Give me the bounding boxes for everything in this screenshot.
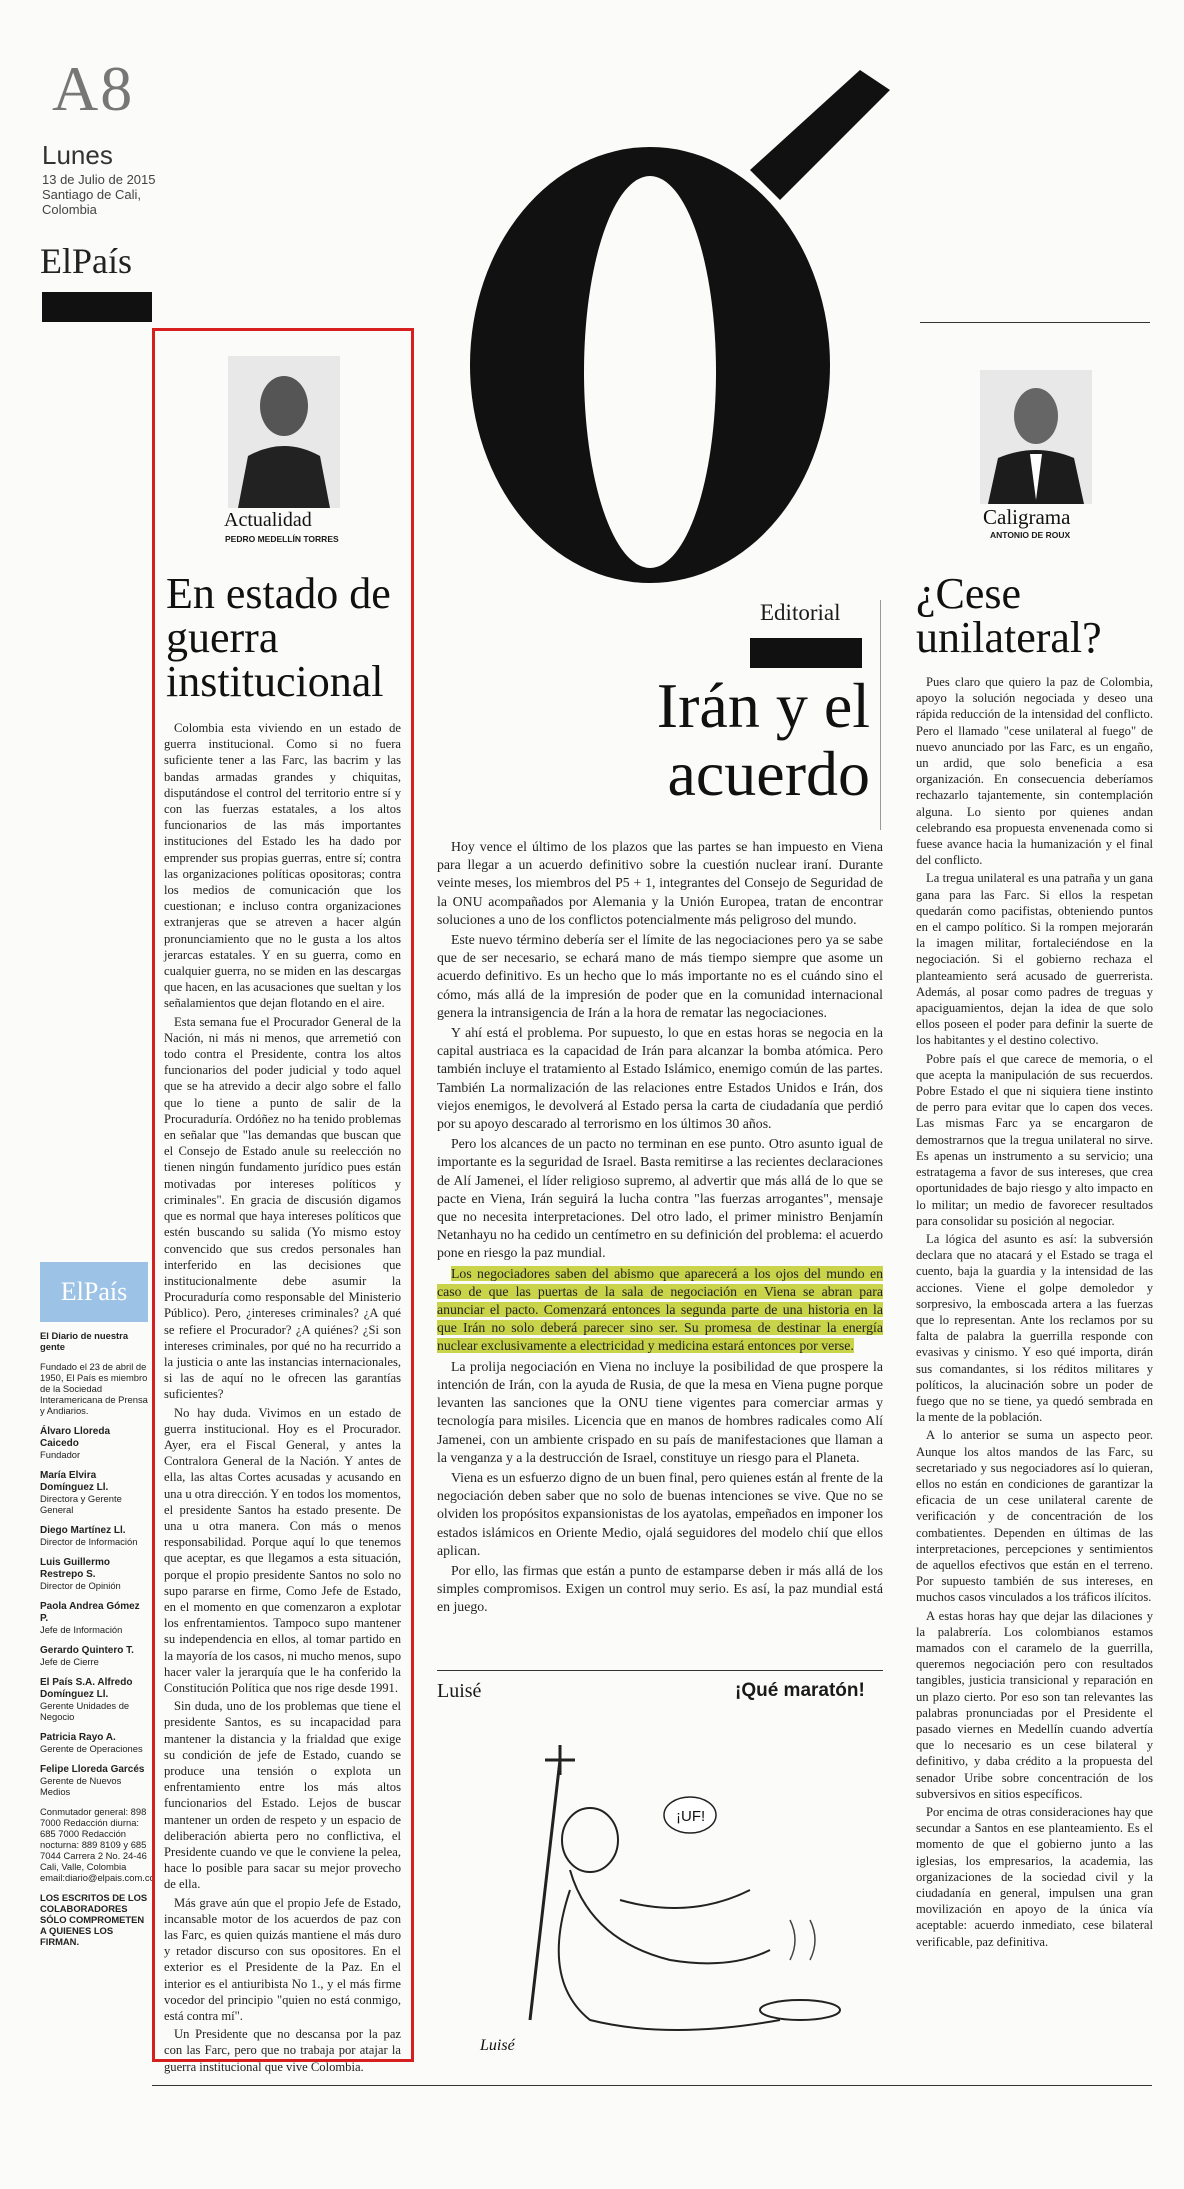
staff-entry <box>40 1731 148 1754</box>
highlighted-paragraph <box>437 1265 883 1356</box>
author-photo-left <box>228 356 340 508</box>
paragraph: Esta semana fue el Procurador General de la Nación, ni más ni menos, que arremetió con todo contra el Presidente, contra los altos funcionarios del poder judicial y todo aquel que se ha atrevido a decir algo sobre el fallo que lo tiene a punto de salir de la Procuraduría. Ordóñez no ha tenido problemas en señalar que "las demandas que buscan que el Consejo de Estado anule su reelección no tienen ningún fundamento jurídico pues están motivadas por intereses políticos y criminales". En gracia de discusión digamos que es normal que haya intereses políticos que estén buscando su salida (Yo mismo estoy convencido que sus credos personales han interferido en las decisiones que institucionalmente debe asumir la Procuraduría como responsable del Ministerio Público). Pero, ¿intereses criminales? ¿A qué se refiere el Procurador? ¿A quiénes? ¿Si son intereses criminales, por qué no ha recurrido a la justicia o ante las instancias internacionales, si las de aquí no le ofrecen las garantías suficientes? <box>164 1014 401 1402</box>
staff-role: Jefe de Cierre <box>40 1656 99 1667</box>
author-left: PEDRO MEDELLÍN TORRES <box>225 534 339 544</box>
author-right: ANTONIO DE ROUX <box>990 530 1071 540</box>
staff-role: Director de Información <box>40 1536 138 1547</box>
staff-name: Paola Andrea Gómez P. <box>40 1601 140 1624</box>
staff-role: Director de Opinión <box>40 1580 121 1591</box>
date-line: 13 de Julio de 2015 Santiago de Cali, Colombia <box>42 172 156 217</box>
staff-name: Felipe Lloreda Garcés <box>40 1764 145 1775</box>
paragraph: Hoy vence el último de los plazos que las partes se han impuesto en Viena para llegar a un acuerdo definitivo sobre la cuestión nuclear iraní. Durante veinte meses, los miembros del P5 + 1, integrantes del Consejo de Seguridad de la ONU acompañados por Alemania y la Unión Europea, tratan de encontrar soluciones a uno de los conflictos potencialmente más peligroso del mundo. <box>437 839 883 927</box>
paragraph: Pues claro que quiero la paz de Colombia, apoyo la solución negociada y deseo una rápida reducción de la intensidad del conflicto. Pero el llamado "cese unilateral al fuego" de nuevo anunciado por las Farc, es un engaño, un ardid, que solo beneficia a esa organización. En consecuencia deberíamos rechazarlo tajantemente, sin contemplación alguna. Lo siento por quienes andan celebrando esa propuesta envenenada como si fuese avance hacia la humanización y el final del conflicto. <box>916 675 1153 868</box>
paragraph: Un Presidente que no descansa por la paz con las Farc, pero que no trabaja por atajar la guerra institucional que vive Colombia. <box>164 2027 401 2074</box>
staff-entry <box>40 1676 148 1722</box>
sidebar <box>40 1262 155 1956</box>
section-label-left: Actualidad <box>224 509 312 531</box>
paragraph: Pobre país el que carece de memoria, o el que acepta la manipulación de sus recuerdos. Pobre Estado el que ni siquiera tiene instinto de perro para evitar que lo capen dos veces. Las mismas Farc ya se encargaron de demostrarnos que la tregua unilateral no sirve. Es apenas un instrumento a su servicio; una estratagema a favor de sus intereses, que crea oportunidades de bajo riesgo y alto impacto en lo militar; un medio de favorecer resultados para consolidar su posición al negociar. <box>916 1051 1153 1228</box>
paragraph: Sin duda, uno de los problemas que tiene el presidente Santos, es su incapacidad para mantener la distancia y la frialdad que exige su condición de jefe de Estado, cuando se produce una tensión o explota un enfrentamiento entre los más altos funcionarios del Estado. Lejos de buscar mantener un orden de respeto y un espacio de deliberación abierta pero no conflictiva, el Presidente cuando ve que le conviene la pelea, hace lo posible para sacar su mejor provecho de ella. <box>164 1699 401 1892</box>
paragraph: Este nuevo término debería ser el límite de las negociaciones pero ya se sabe que de ser necesario, se echará mano de más tiempo siempre que asome un acuerdo definitivo. Es un hecho que lo más importante no es el cuándo sino el cómo, más allá de la impresión de poder que en la comunidad internacional genera la intransigencia de Irán a la hora de rematar las negociaciones. <box>437 932 883 1020</box>
staff-name: Patricia Rayo A. <box>40 1732 116 1743</box>
paragraph: La tregua unilateral es una patraña y un gana gana para las Farc. Si ellos la respetan quedarán como pacifistas, obteniendo puntos en el campo político. Si la rompen mejorarán la imagen militar, fortaleciéndose en la negociación. Si el gobierno rechaza el planteamiento será acusado de guerrerista. Además, al posar como padres de treguas y apaciguamientos, dejan la idea de que solo ellos poseen el poder para definir la suerte de los habitantes y el destino colectivo. <box>916 871 1153 1048</box>
paragraph: La lógica del asunto es así: la subversión declara que no atacará y el Estado se traga el cuento, baja la guardia y la intensidad de las acciones. Viene el golpe demoledor y sorpresivo, la emboscada artera a las fuerzas que lo representan. Ante los reclamos por su falta de palabra la guerrilla responde con evasivas y cinismo. Y eso qué importa, dirán sus comandantes, si los réditos militares y políticos, la alucinación sobre un poder de fuego que no se tiene, ya quedó sembrada en la mente de la población. <box>916 1231 1153 1425</box>
staff-entry <box>40 1600 148 1635</box>
staff-role: Directora y Gerente General <box>40 1493 122 1515</box>
staff-name: Álvaro Lloreda Caicedo <box>40 1426 111 1449</box>
column-body-left <box>164 720 401 2077</box>
sidebar-tagline: El Diario de nuestra gente <box>40 1330 129 1352</box>
paragraph: A lo anterior se suma un aspecto peor. Aunque los altos mandos de las Farc, su secretariado y sus negociadores así lo quieran, ellos no están en condiciones de garantizar la eficacia de un cese unilateral carente de verificación y de concentración de los combatientes. Dependen en últimas de las interpretaciones, percepciones y sentimientos de aquellos efectivos que están en el terreno. Por supuesto también de sus intereses, en muchos casos vinculados a los tráficos ilícitos. <box>916 1428 1153 1605</box>
editorial-bar <box>750 638 862 668</box>
staff-role: Gerente de Operaciones <box>40 1743 143 1754</box>
paragraph: Viena es un esfuerzo digno de un buen final, pero quienes están al frente de la negociación deben saber que no solo de buenas intenciones se vive. Que no se olviden los propósitos expansionistas de los ayatolas, empeñados en imponer los estados islámicos en Oriente Medio, ojalá seguidores del modelo chií que ellos aplican. <box>437 1469 883 1558</box>
author-photo-right <box>980 370 1092 504</box>
masthead-o-graphic <box>420 50 890 590</box>
cartoon-speech: ¡UF! <box>676 1808 706 1825</box>
column-title-right: ¿Cese unilateral? <box>916 569 1102 662</box>
staff-entry <box>40 1425 148 1460</box>
sidebar-contact: Conmutador general: 898 7000 Redacción diurna: 685 7000 Redacción nocturna: 889 8109 y 685 7044 Carrera 2 No. 24-46 Cali, Valle, Colombia email:diario@elpais.com.co <box>40 1806 155 1883</box>
staff-entry <box>40 1644 148 1667</box>
sidebar-disclaimer: LOS ESCRITOS DE LOS COLABORADORES SÓLO COMPROMETEN A QUIENES LOS FIRMAN. <box>40 1892 148 1947</box>
paragraph: No hay duda. Vivimos en un estado de guerra institucional. Hoy es el Procurador. Ayer, era el Fiscal General, y antes la Contralora General de la Nación. Y antes de ella, las altas Cortes acusadas y acusando en una u otra dirección. Y en todos los momentos, el presidente Santos ha estado presente. De una u otra manera. Con más o menos responsabilidad. Porque aquí lo que tenemos que aceptar, es que llegamos a esta situación, porque el propio presidente Santos no solo no supo pararse en firme, Como Jefe de Estado, en el momento en que comenzaron a explotar los enfrentamientos. Tampoco supo mantener su independencia en ellos, al tomar partido en la mayoría de los casos, ni mucho menos, supo hacer valer la jerarquía que le ha conferido la Constitución Política que nos rige desde 1991. <box>164 1405 401 1695</box>
cartoon-rule <box>437 1670 883 1671</box>
column-title-left: En estado de guerra institucional <box>166 569 391 706</box>
cartoon-title: ¡Qué maratón! <box>735 1680 865 1701</box>
editorial-title <box>540 672 870 808</box>
paragraph: A estas horas hay que dejar las dilaciones y la palabrería. Los colombianos estamos mamados con el caramelo de la guerrilla, queremos negociación pero con resultados tangibles, justicia transicional y reparación en un plazo cierto. Por eso son tan relevantes las palabras pronunciadas por el Presidente el pasado viernes en Medellín cuando advertía que lo necesario es un cese bilateral y definitivo, y daba crédito a la propuesta del senador Uribe sobre concentración de los subversivos en sitios específicos. <box>916 1608 1153 1801</box>
top-rule <box>920 322 1150 323</box>
editorial-title-line2: acuerdo <box>667 738 870 809</box>
paragraph: Y ahí está el problema. Por supuesto, lo que en estas horas se negocia en la capital austriaca es la capacidad de Irán para alcanzar la bomba atómica. Pero también incluye el tratamiento al Estado Islámico, enemigo común de las partes. También La normalización de las relaciones entre Estados Unidos e Irán, dos viejos enemigos, le devolverá al Estado persa la carta de ciudadanía que perdió por su apoyo descarado al terrorismo en los últimos 30 años. <box>437 1025 883 1132</box>
paragraph: Pero los alcances de un pacto no terminan en ese punto. Otro asunto igual de importante es la seguridad de Israel. Basta remitirse a las recientes declaraciones de Alí Jamenei, el líder religioso supremo, al advertir que más allá de lo que se pacte en Viena, Irán seguirá la lucha contra "las fuerzas arrogantes", mensaje que no necesita interpretaciones. Del otro lado, el primer ministro Benjamín Netanhayu no ha cedido un centímetro en su definición del problema: el acuerdo pone en riesgo la paz mundial. <box>437 1136 883 1261</box>
paper-name: ElPaís <box>40 241 133 281</box>
staff-list <box>40 1425 148 1797</box>
paragraph: La prolija negociación en Viena no incluye la posibilidad de que prospere la intención de Irán, con la ayuda de Rusia, de que la mesa en Viena pugne porque levanten las sanciones que la ONU tiene vigentes para comerciar armas y tecnología para misiles. Licencia que en manos de hombres radicales como Alí Jamenei, con un ambiente crispado en su país de manifestaciones que llaman a la venganza y a la destrucción de Israel, constituye un riesgo para el Planeta. <box>437 1358 883 1465</box>
staff-name: Luis Guillermo Restrepo S. <box>40 1557 111 1580</box>
paragraph: Por encima de otras consideraciones hay que secundar a Santos en ese planteamiento. Es el momento de que el gobierno junto a las iglesias, los empresarios, la academia, las organizaciones de la sociedad civil y la ciudadanía en general, impulsen una gran movilización en apoyo de la única vía aceptable: acuerdo inmediato, cese bilateral verificable, paz definitiva. <box>916 1805 1153 1949</box>
header-bar <box>42 292 152 322</box>
staff-name: Diego Martínez Ll. <box>40 1525 126 1536</box>
day-label: Lunes <box>42 140 113 170</box>
cartoon-signature: Luisé <box>480 2037 515 2054</box>
paragraph: Colombia esta viviendo en un estado de guerra institucional. Como si no fuera suficiente tener a las Farc, las bacrim y las bandas armadas grandes y chiquitas, disputándose el control del territorio entre sí y con las fuerzas estatales, a los altos funcionarios de las más importantes instituciones del Estado les ha dado por emprender sus propias guerras, entre sí; contra las organizaciones políticas opositoras; contra los medios de comunicación que los cuestionan; e incluso contra organizaciones extranjeras que se atreven a hacer algún pronunciamiento que no le gusta a los altos jerarcas estatales. Y en su guerra, como en cualquier guerra, no se miden en las descargas que hacen, en las acusaciones que sueltan y los señalamientos que dejan flotando en el aire. <box>164 721 401 1011</box>
staff-entry <box>40 1763 148 1797</box>
sidebar-founded: Fundado el 23 de abril de 1950, El País es miembro de la Sociedad Interamericana de Prensa y Andiarios. <box>40 1361 148 1416</box>
cartoon-label: Luisé <box>437 1680 482 1702</box>
staff-role: Jefe de Información <box>40 1624 123 1635</box>
staff-name: María Elvira Domínguez Ll. <box>40 1470 109 1493</box>
column-body-right <box>916 674 1153 1952</box>
cartoon-drawing <box>470 1720 890 2060</box>
highlighted-text: Los negociadores saben del abismo que aparecerá a los ojos del mundo en caso de que las puertas de la sala de negociación en Viena se abran para anunciar el pacto. Comenzará entonces la segunda parte de una historia en la que Irán no solo deberá parecer sino ser. Su promesa de destinar la energía nuclear exclusivamente a electricidad y medicina estará entonces por verse. <box>437 1265 883 1354</box>
staff-role: Gerente de Nuevos Medios <box>40 1775 122 1797</box>
paragraph: Por ello, las firmas que están a punto de estamparse deben ir más allá de los simples compromisos. Exigen un control muy serio. Es así, la paz mundial está en juego. <box>437 1562 883 1615</box>
editorial-body <box>437 838 883 1619</box>
section-label-right: Caligrama <box>983 505 1071 529</box>
paragraph: Más grave aún que el propio Jefe de Estado, incansable motor de los acuerdos de paz con las Farc, es quien quizás mantiene el más duro y retador discurso con sus opositores. En el exterior es el Presidente de la Paz. En el interior es el antiuribista No 1., y el más firme vocedor del principio "quien no está conmigo, está contra mí". <box>164 1895 401 2024</box>
editorial-title-line1: Irán y el <box>656 670 870 741</box>
staff-name: Gerardo Quintero T. <box>40 1645 134 1656</box>
bottom-rule <box>152 2085 1152 2086</box>
staff-role: Fundador <box>40 1449 81 1460</box>
staff-entry <box>40 1524 148 1547</box>
staff-name: El País S.A. Alfredo Domínguez Ll. <box>40 1677 133 1700</box>
page-number: A8 <box>52 53 135 124</box>
staff-entry <box>40 1556 148 1591</box>
editorial-label: Editorial <box>760 600 841 625</box>
editorial-divider <box>880 600 881 830</box>
staff-entry <box>40 1469 148 1515</box>
staff-role: Gerente Unidades de Negocio <box>40 1700 130 1722</box>
sidebar-logo: ElPaís <box>40 1262 148 1322</box>
